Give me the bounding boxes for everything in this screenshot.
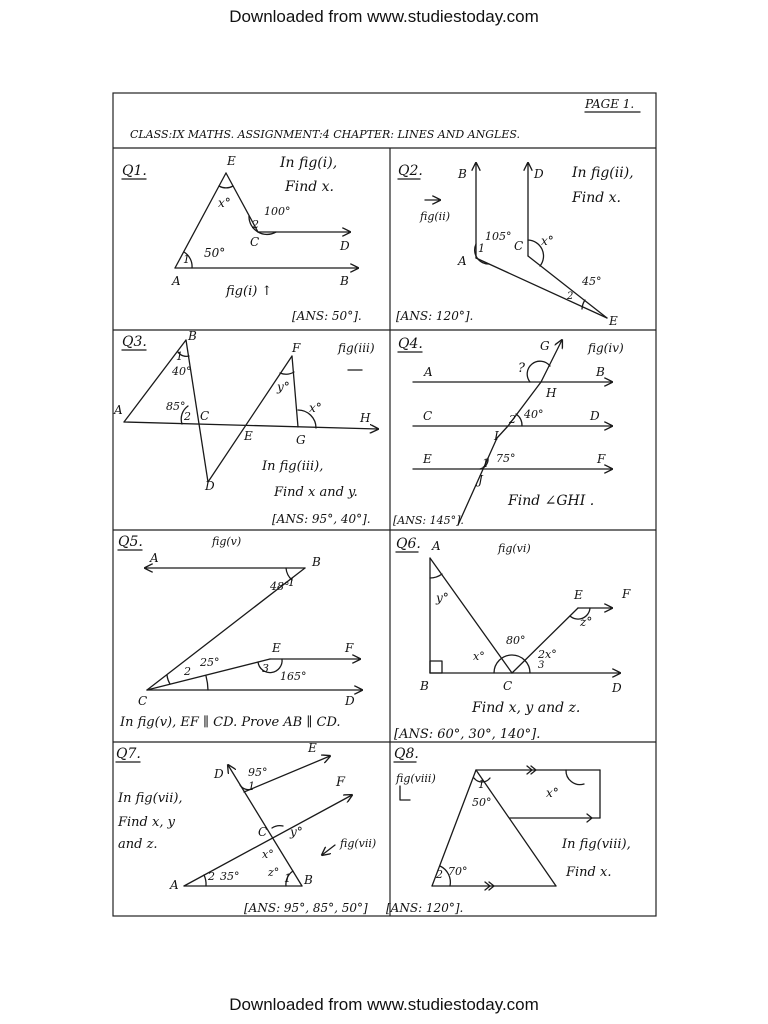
svg-text:x°: x° [262, 848, 274, 861]
svg-text:Find x, y and z.: Find x, y and z. [472, 700, 581, 716]
svg-text:J: J [478, 473, 483, 487]
svg-text:A: A [170, 878, 179, 892]
svg-text:A: A [150, 551, 159, 565]
svg-text:Q6.: Q6. [396, 536, 421, 552]
svg-text:100°: 100° [264, 205, 291, 218]
svg-text:95°: 95° [248, 766, 268, 779]
svg-text:Q5.: Q5. [118, 534, 143, 550]
svg-text:B: B [312, 555, 321, 569]
svg-text:In fig(i),: In fig(i), [280, 155, 338, 171]
svg-text:In fig(vii),: In fig(vii), [118, 791, 183, 806]
banner-bottom: Downloaded from www.studiestoday.com [229, 995, 539, 1014]
svg-text:and z.: and z. [118, 837, 158, 852]
q8-panel [386, 746, 631, 915]
svg-text:Q2.: Q2. [398, 163, 423, 179]
q1-number: Q1. [122, 163, 147, 179]
svg-text:D: D [340, 239, 350, 253]
svg-text:Find x.: Find x. [285, 179, 334, 195]
svg-text:fig(i) ↑: fig(i) ↑ [226, 284, 273, 299]
svg-text:F: F [622, 587, 631, 601]
svg-text:D: D [590, 409, 600, 423]
svg-text:fig(viii): fig(viii) [396, 772, 436, 785]
svg-text:3: 3 [262, 662, 269, 675]
svg-text:Find ∠GHI .: Find ∠GHI . [508, 493, 595, 509]
svg-text:75°: 75° [496, 452, 516, 465]
svg-text:C: C [250, 235, 260, 249]
svg-text:E: E [272, 641, 281, 655]
svg-text:y°: y° [436, 591, 449, 605]
svg-text:1: 1 [478, 778, 485, 791]
q2-answer: [ANS: 120°]. [396, 309, 474, 323]
svg-text:C: C [200, 409, 210, 423]
svg-text:In fig(iii),: In fig(iii), [262, 459, 324, 474]
svg-text:2: 2 [184, 410, 191, 423]
svg-text:G: G [540, 339, 550, 353]
svg-text:1: 1 [482, 457, 489, 470]
svg-text:fig(v): fig(v) [212, 535, 242, 548]
q1-panel [122, 154, 362, 323]
q1-answer: [ANS: 50°]. [292, 309, 362, 323]
svg-text:z°: z° [580, 615, 593, 629]
svg-text:1: 1 [248, 780, 255, 793]
svg-text:x°: x° [473, 650, 485, 663]
svg-text:105°: 105° [485, 230, 512, 243]
svg-text:1: 1 [183, 253, 190, 266]
svg-text:Find x.: Find x. [572, 190, 621, 206]
svg-text:x°: x° [546, 786, 559, 800]
svg-text:H: H [546, 386, 557, 400]
svg-text:F: F [292, 341, 301, 355]
svg-text:48°: 48° [270, 580, 290, 593]
svg-text:2x°: 2x° [538, 648, 557, 661]
svg-text:E: E [423, 452, 432, 466]
svg-text:C: C [514, 239, 524, 253]
banner-top: Downloaded from www.studiestoday.com [229, 7, 539, 26]
svg-text:fig(vi): fig(vi) [498, 542, 531, 555]
svg-text:2: 2 [436, 868, 443, 881]
svg-text:40°: 40° [172, 365, 192, 378]
svg-text:45°: 45° [582, 275, 602, 288]
page-number: PAGE 1. [585, 97, 635, 111]
svg-text:A: A [432, 539, 441, 553]
svg-text:F: F [597, 452, 606, 466]
svg-text:B: B [458, 167, 467, 181]
svg-text:F: F [345, 641, 354, 655]
svg-text:A: A [458, 254, 467, 268]
svg-text:C: C [258, 825, 268, 839]
svg-text:E: E [244, 429, 253, 443]
svg-text:In fig(ii),: In fig(ii), [572, 165, 634, 181]
svg-text:D: D [534, 167, 544, 181]
svg-text:y°: y° [277, 380, 290, 394]
svg-text:165°: 165° [280, 670, 307, 683]
svg-text:1: 1 [176, 350, 183, 363]
svg-text:In fig(viii),: In fig(viii), [562, 837, 631, 852]
q2-panel [396, 163, 634, 328]
svg-text:D: D [205, 479, 215, 493]
svg-text:Q4.: Q4. [398, 336, 423, 352]
q3-answer: [ANS: 95°, 40°]. [272, 512, 371, 526]
svg-text:Find x.: Find x. [566, 865, 612, 880]
svg-text:1: 1 [284, 872, 291, 885]
q6-panel [394, 536, 631, 742]
svg-text:E: E [308, 741, 317, 755]
svg-text:2: 2 [509, 413, 516, 426]
q5-panel [118, 534, 362, 730]
svg-text:1: 1 [288, 576, 295, 589]
svg-text:A: A [424, 365, 433, 379]
svg-text:fig(iv): fig(iv) [588, 341, 624, 355]
svg-text:B: B [188, 329, 197, 343]
q4-panel [393, 336, 624, 527]
svg-text:fig(vii): fig(vii) [340, 837, 377, 850]
q6-answer: [ANS: 60°, 30°, 140°]. [394, 727, 541, 742]
svg-text:x°: x° [541, 234, 554, 248]
svg-text:D: D [612, 681, 622, 695]
svg-text:Q7.: Q7. [116, 746, 141, 762]
svg-text:E: E [227, 154, 236, 168]
q8-answer: [ANS: 120°]. [386, 901, 464, 915]
svg-text:85°: 85° [166, 400, 186, 413]
q4-answer: [ANS: 145°]. [393, 514, 464, 527]
svg-text:25°: 25° [200, 656, 220, 669]
svg-text:?: ? [518, 361, 525, 376]
svg-text:A: A [114, 403, 123, 417]
svg-text:x°: x° [218, 196, 231, 210]
svg-text:B: B [304, 873, 313, 887]
svg-text:B: B [420, 679, 429, 693]
svg-text:x°: x° [309, 401, 322, 415]
svg-text:C: C [138, 694, 148, 708]
svg-text:fig(iii): fig(iii) [338, 341, 375, 355]
svg-text:A: A [172, 274, 181, 288]
svg-text:35°: 35° [220, 870, 240, 883]
svg-text:80°: 80° [506, 634, 526, 647]
svg-text:2: 2 [208, 870, 215, 883]
svg-text:D: D [214, 767, 224, 781]
svg-text:70°: 70° [448, 865, 468, 878]
svg-text:I: I [494, 429, 499, 443]
svg-text:In fig(v), EF ∥ CD. Prove AB ∥: In fig(v), EF ∥ CD. Prove AB ∥ CD. [120, 715, 341, 730]
svg-text:1: 1 [478, 242, 485, 255]
svg-text:50°: 50° [472, 796, 492, 809]
svg-text:fig(ii): fig(ii) [420, 210, 450, 223]
svg-text:40°: 40° [524, 408, 544, 421]
svg-text:Q3.: Q3. [122, 334, 147, 350]
svg-text:H: H [360, 411, 371, 425]
svg-text:2: 2 [252, 218, 259, 231]
q3-panel [113, 329, 378, 526]
q7-panel [116, 741, 376, 915]
svg-text:F: F [336, 775, 346, 790]
svg-text:2: 2 [184, 665, 191, 678]
svg-text:3: 3 [538, 660, 545, 671]
svg-text:Q8.: Q8. [394, 746, 419, 762]
svg-text:C: C [423, 409, 433, 423]
svg-text:C: C [503, 679, 513, 693]
svg-text:E: E [609, 314, 618, 328]
svg-text:B: B [340, 274, 349, 288]
svg-text:B: B [596, 365, 605, 379]
svg-text:G: G [296, 433, 306, 447]
header-line: CLASS:IX MATHS. ASSIGNMENT:4 CHAPTER: LINES AND ANGLES. [130, 128, 520, 141]
svg-text:50°: 50° [204, 246, 226, 260]
svg-text:z°: z° [268, 866, 280, 879]
svg-text:E: E [574, 588, 583, 602]
svg-text:Find x and y.: Find x and y. [274, 485, 358, 500]
svg-text:Find x, y: Find x, y [118, 815, 175, 830]
svg-text:D: D [345, 694, 355, 708]
svg-text:y°: y° [290, 825, 303, 839]
svg-text:2: 2 [567, 291, 574, 302]
q7-answer: [ANS: 95°, 85°, 50°] [244, 901, 368, 915]
